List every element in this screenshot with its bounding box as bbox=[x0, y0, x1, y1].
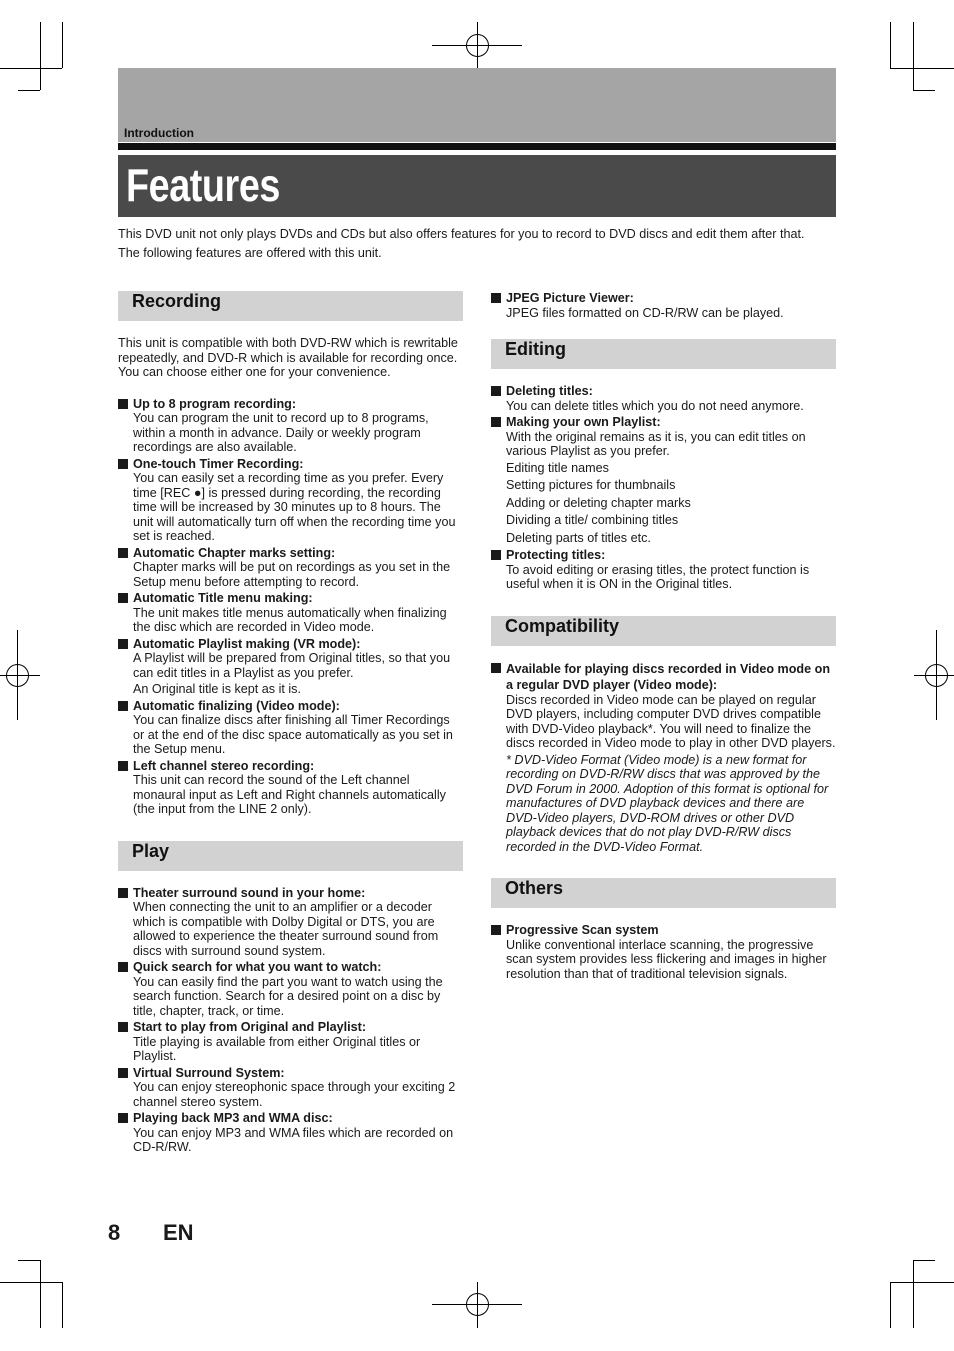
bullet-square-icon bbox=[118, 459, 128, 469]
feature-item bbox=[491, 384, 836, 413]
others-heading: Others bbox=[491, 878, 836, 908]
feature-item bbox=[491, 923, 836, 981]
feature-item bbox=[118, 546, 463, 590]
list-item: Dividing a title/ combining titles bbox=[506, 513, 679, 527]
feature-title: Virtual Surround System: bbox=[133, 1065, 285, 1080]
feature-title: JPEG Picture Viewer: bbox=[506, 291, 634, 305]
compatibility-heading: Compatibility bbox=[491, 616, 836, 646]
feature-body: You can easily set a recording time as you prefer. Every time [REC ●] is pressed during recording, the recording time will be increased by 30 minutes up to 8 hours. The unit will automatically turn off when the recording time you set is reached. bbox=[133, 471, 456, 543]
feature-item bbox=[491, 415, 836, 545]
left-column bbox=[118, 291, 463, 1157]
feature-item bbox=[491, 661, 836, 855]
feature-item bbox=[118, 1111, 463, 1155]
feature-body: Chapter marks will be put on recordings as you set in the Setup menu before attempting to record. bbox=[133, 560, 451, 589]
feature-title: Automatic Title menu making: bbox=[133, 591, 313, 605]
feature-title: One-touch Timer Recording: bbox=[133, 456, 304, 471]
list-item: Adding or deleting chapter marks bbox=[506, 495, 691, 510]
feature-body: You can enjoy stereophonic space through your exciting 2 channel stereo system. bbox=[133, 1080, 456, 1109]
header-band bbox=[118, 68, 836, 142]
intro-text bbox=[118, 227, 834, 264]
feature-body: A Playlist will be prepared from Original titles, so that you can edit titles in a Playlist as you prefer. bbox=[133, 651, 451, 680]
feature-title: Quick search for what you want to watch: bbox=[133, 960, 382, 974]
bullet-square-icon bbox=[118, 399, 128, 409]
bullet-square-icon bbox=[118, 548, 128, 558]
feature-body-extra: An Original title is kept as it is. bbox=[133, 682, 301, 696]
bullet-square-icon bbox=[491, 386, 501, 396]
feature-item bbox=[118, 591, 463, 635]
play-heading: Play bbox=[118, 841, 463, 871]
bullet-square-icon bbox=[491, 417, 501, 427]
feature-item bbox=[491, 291, 836, 320]
feature-body: This unit can record the sound of the Left channel monaural input as Left and Right channels automatically (the input from the LINE 2 only). bbox=[133, 773, 446, 816]
feature-title: Automatic finalizing (Video mode): bbox=[133, 698, 340, 713]
feature-item bbox=[118, 1066, 463, 1110]
bullet-square-icon bbox=[118, 1113, 128, 1123]
feature-body: You can program the unit to record up to 8 programs, within a month in advance. Daily or weekly program recordings are also available. bbox=[133, 411, 429, 454]
section-label: Introduction bbox=[124, 126, 194, 140]
bullet-square-icon bbox=[118, 1068, 128, 1078]
feature-title: Up to 8 program recording: bbox=[133, 396, 297, 411]
feature-title: Left channel stereo recording: bbox=[133, 758, 315, 773]
bullet-square-icon bbox=[491, 925, 501, 935]
feature-item bbox=[118, 637, 463, 697]
bullet-square-icon bbox=[118, 593, 128, 603]
feature-body: When connecting the unit to an amplifier or a decoder which is compatible with Dolby Digital or DTS, you are allowed to experience the theater surround sound from discs with surround sound system. bbox=[133, 900, 439, 958]
bullet-square-icon bbox=[118, 701, 128, 711]
feature-body: Unlike conventional interlace scanning, the progressive scan system provides less flickering and images in higher resolution than that of traditional television signals. bbox=[506, 937, 827, 981]
feature-title: Protecting titles: bbox=[506, 548, 606, 562]
feature-body: The unit makes title menus automatically when finalizing the disc which are recorded in Video mode. bbox=[133, 605, 447, 634]
page-title: Features bbox=[126, 159, 280, 211]
bullet-square-icon bbox=[491, 663, 501, 673]
feature-body: You can enjoy MP3 and WMA files which are recorded on CD-R/RW. bbox=[133, 1125, 454, 1154]
recording-description: This unit is compatible with both DVD-RW which is rewritable repeatedly, and DVD-R which is available for recording once. You can choose either one for your convenience. bbox=[118, 336, 458, 379]
feature-item bbox=[491, 548, 836, 592]
right-column bbox=[491, 291, 836, 983]
bullet-square-icon bbox=[118, 962, 128, 972]
feature-body: To avoid editing or erasing titles, the protect function is useful when it is ON in the Original titles. bbox=[506, 562, 810, 591]
feature-body: With the original remains as it is, you can edit titles on various Playlist as you prefer. bbox=[506, 429, 806, 458]
feature-title: Automatic Playlist making (VR mode): bbox=[133, 636, 361, 651]
page-language: EN bbox=[163, 1220, 194, 1245]
feature-item bbox=[118, 886, 463, 959]
feature-item bbox=[118, 457, 463, 544]
feature-item bbox=[118, 759, 463, 817]
feature-body: Discs recorded in Video mode can be played on regular DVD players, including computer DVD drives compatible with DVD-Video playback*. You will need to finalize the discs recorded in Video mode to play in other DVD players. bbox=[506, 692, 836, 750]
bullet-square-icon bbox=[118, 761, 128, 771]
page-number: 8 bbox=[108, 1220, 121, 1245]
feature-title: Deleting titles: bbox=[506, 384, 593, 398]
feature-item bbox=[118, 397, 463, 455]
bullet-square-icon bbox=[118, 639, 128, 649]
feature-body: You can easily find the part you want to watch using the search function. Search for a desired point on a disc by title, chapter, track, or time. bbox=[133, 974, 443, 1018]
feature-title: Theater surround sound in your home: bbox=[133, 885, 366, 900]
intro-line-1: This DVD unit not only plays DVDs and CDs but also offers features for you to record to DVD discs and edit them after that. bbox=[118, 227, 805, 241]
footnote: * DVD-Video Format (Video mode) is a new format for recording on DVD-R/RW discs that was approved by the DVD Forum in 2000. Adoption of this format is optional for manufactures of DVD playback devices and there are DVD-Video players, DVD-ROM drives or other DVD playback devices that do not play DVD-R/RW discs recorded in the DVD-Video Format. bbox=[506, 752, 829, 854]
editing-heading: Editing bbox=[491, 339, 836, 369]
recording-heading: Recording bbox=[118, 291, 463, 321]
feature-item bbox=[118, 960, 463, 1018]
list-item: Editing title names bbox=[506, 460, 609, 475]
feature-title: Making your own Playlist: bbox=[506, 415, 661, 429]
feature-title: Playing back MP3 and WMA disc: bbox=[133, 1111, 333, 1125]
feature-title: Progressive Scan system bbox=[506, 923, 659, 937]
feature-title: Automatic Chapter marks setting: bbox=[133, 545, 336, 560]
feature-body: You can finalize discs after finishing all Timer Recordings or at the end of the disc space automatically as you set in the Setup menu. bbox=[133, 713, 453, 756]
feature-item bbox=[118, 1020, 463, 1064]
feature-item bbox=[118, 699, 463, 757]
bullet-square-icon bbox=[491, 550, 501, 560]
bullet-square-icon bbox=[491, 293, 501, 303]
feature-body: You can delete titles which you do not need anymore. bbox=[506, 398, 804, 413]
bullet-square-icon bbox=[118, 888, 128, 898]
feature-body: Title playing is available from either Original titles or Playlist. bbox=[133, 1034, 421, 1063]
list-item: Setting pictures for thumbnails bbox=[506, 478, 676, 492]
feature-title: Available for playing discs recorded in Video mode on a regular DVD player (Video mode): bbox=[506, 661, 831, 692]
header-rule bbox=[118, 143, 836, 150]
bullet-square-icon bbox=[118, 1022, 128, 1032]
feature-title: Start to play from Original and Playlist: bbox=[133, 1020, 367, 1034]
feature-body: JPEG files formatted on CD-R/RW can be played. bbox=[506, 305, 784, 320]
list-item: Deleting parts of titles etc. bbox=[506, 530, 651, 545]
intro-line-2: The following features are offered with this unit. bbox=[118, 245, 382, 260]
